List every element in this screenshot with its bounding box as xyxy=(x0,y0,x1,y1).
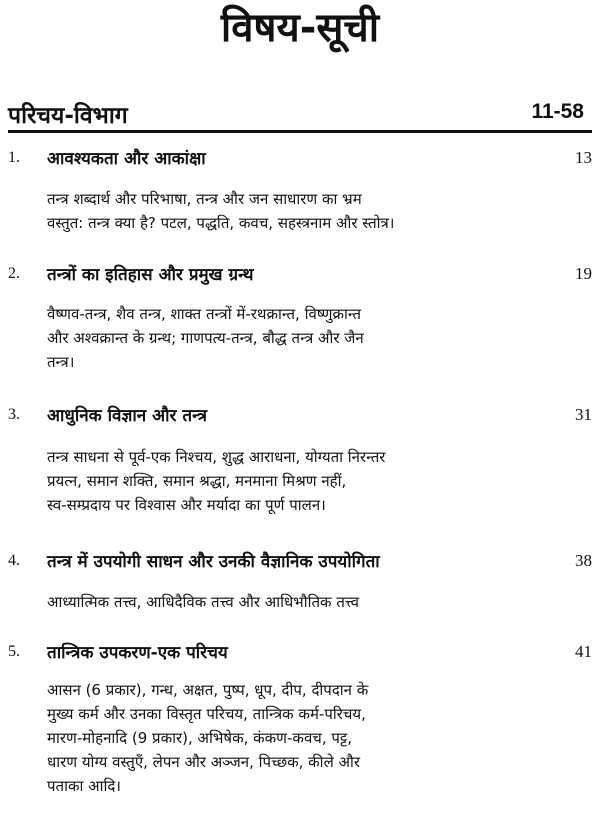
chapter-number: 2. xyxy=(8,265,20,282)
description-line: स्व-सम्प्रदाय पर विश्वास और मर्यादा का पूर्ण पालन। xyxy=(47,496,326,514)
description-line: आसन (6 प्रकार), गन्ध, अक्षत, पुष्प, धूप, दीप, दीपदान के xyxy=(47,681,369,699)
description-line: वैष्णव-तन्त्र, शैव तन्त्र, शाक्त तन्त्रों में-रथक्रान्त, विष्णुक्रान्त xyxy=(47,305,362,323)
chapter-title: आवश्यकता और आकांक्षा xyxy=(47,149,206,169)
chapter-title: तान्त्रिक उपकरण-एक परिचय xyxy=(47,643,228,663)
chapter-title: आधुनिक विज्ञान और तन्त्र xyxy=(47,406,208,426)
chapter-page-number: 13 xyxy=(575,148,592,167)
chapter-2 xyxy=(8,262,592,374)
description-line: मुख्य कर्म और उनका विस्तृत परिचय, तान्त्रिक कर्म-परिचय, xyxy=(47,705,366,723)
description-line: तन्त्र साधना से पूर्व-एक निश्चय, शुद्ध आराधना, योग्यता निरन्तर xyxy=(47,448,386,466)
part-title: परिचय-विभाग xyxy=(8,103,128,129)
chapter-page-number: 31 xyxy=(575,405,592,424)
chapter-page-number: 41 xyxy=(575,642,592,661)
chapter-5 xyxy=(8,640,592,798)
description-line: तन्त्र। xyxy=(47,353,75,371)
chapter-description xyxy=(8,678,592,798)
chapter-number: 3. xyxy=(8,406,20,423)
description-line: मारण-मोहनादि (9 प्रकार), अभिषेक, कंकण-कवच, पट्ट, xyxy=(47,729,352,747)
chapter-4 xyxy=(8,549,592,614)
page-title: विषय-सूची xyxy=(220,5,380,51)
chapter-description xyxy=(8,445,592,517)
chapter-title: तन्त्र में उपयोगी साधन और उनकी वैज्ञानिक उपयोगिता xyxy=(47,552,380,572)
chapter-3 xyxy=(8,403,592,517)
description-line: धारण योग्य वस्तुएँ, लेपन और अञ्जन, पिच्छक, कीले और xyxy=(47,753,360,771)
chapter-title: तन्त्रों का इतिहास और प्रमुख ग्रन्थ xyxy=(47,265,254,285)
description-line: वस्तुत: तन्त्र क्या है? पटल, पद्धति, कवच, सहस्त्रनाम और स्तोत्र। xyxy=(47,214,395,232)
chapter-page-number: 38 xyxy=(575,551,592,570)
description-line: प्रयत्न, समान शक्ति, समान श्रद्धा, मनमाना मिश्रण नहीं, xyxy=(47,472,347,490)
chapter-1 xyxy=(8,146,592,235)
chapter-number: 1. xyxy=(8,149,20,166)
heading-rule xyxy=(8,130,592,133)
chapter-page-number: 19 xyxy=(575,264,592,283)
chapter-description xyxy=(8,590,592,614)
part-page-range: 11-58 xyxy=(531,100,584,123)
chapter-description xyxy=(8,302,592,374)
chapter-description xyxy=(8,187,592,235)
chapter-number: 5. xyxy=(8,643,20,660)
description-line: आध्यात्मिक तत्त्व, आधिदैविक तत्त्व और आधिभौतिक तत्त्व xyxy=(47,593,360,611)
description-line: तन्त्र शब्दार्थ और परिभाषा, तन्त्र और जन साधारण का भ्रम xyxy=(47,190,362,208)
description-line: और अश्वक्रान्त के ग्रन्थ; गाणपत्य-तन्त्र, बौद्ध तन्त्र और जैन xyxy=(47,329,364,347)
chapter-number: 4. xyxy=(8,552,20,569)
part-heading xyxy=(8,98,584,134)
description-line: पताका आदि। xyxy=(47,777,121,795)
